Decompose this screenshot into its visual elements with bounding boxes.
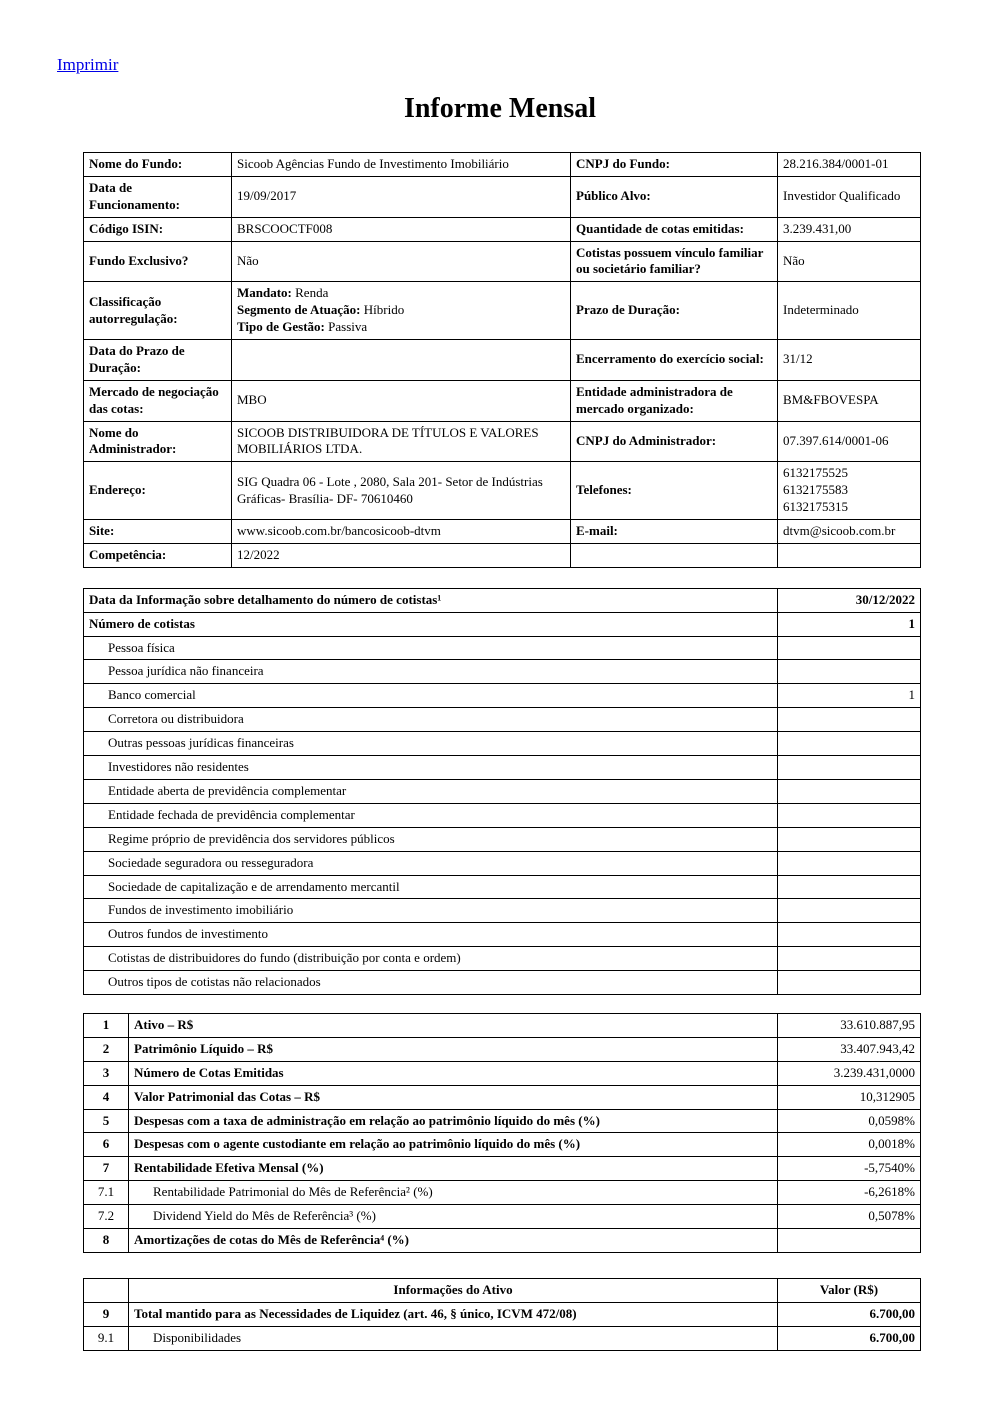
field-value: Sicoob Agências Fundo de Investimento Imobiliário <box>232 153 571 177</box>
item-label: Patrimônio Líquido – R$ <box>129 1037 778 1061</box>
field-value: Investidor Qualificado <box>778 176 921 217</box>
fund-info-table <box>83 152 921 568</box>
table-row <box>84 684 921 708</box>
cotista-type-value: 1 <box>778 684 921 708</box>
item-value: 0,5078% <box>778 1205 921 1229</box>
field-value: SIG Quadra 06 - Lote , 2080, Sala 201- Setor de Indústrias Gráficas- Brasília- DF- 70610460 <box>232 462 571 520</box>
sub-value: Híbrido <box>360 302 405 318</box>
item-label: Rentabilidade Efetiva Mensal (%) <box>129 1157 778 1181</box>
field-value: SICOOB DISTRIBUIDORA DE TÍTULOS E VALORES MOBILIÁRIOS LTDA. <box>232 421 571 462</box>
table-row <box>84 851 921 875</box>
field-label: Quantidade de cotas emitidas: <box>571 217 778 241</box>
cotista-type-label: Outros tipos de cotistas não relacionados <box>84 971 778 995</box>
sub-label: Mandato: <box>237 285 292 301</box>
table-row <box>84 588 921 612</box>
financials-table <box>83 1013 921 1253</box>
table-row <box>84 1228 921 1252</box>
item-label: Rentabilidade Patrimonial do Mês de Referência² (%) <box>129 1181 778 1205</box>
item-number: 5 <box>84 1109 129 1133</box>
field-label: Classificação autorregulação: <box>84 282 232 340</box>
table-row <box>84 462 921 520</box>
table-row <box>84 1278 921 1302</box>
field-value: 28.216.384/0001-01 <box>778 153 921 177</box>
table-row <box>84 636 921 660</box>
cotistas-table <box>83 588 921 995</box>
item-number: 7.2 <box>84 1205 129 1229</box>
field-value <box>232 282 571 340</box>
field-label: CNPJ do Administrador: <box>571 421 778 462</box>
field-label: Nome do Fundo: <box>84 153 232 177</box>
cotista-type-value <box>778 851 921 875</box>
cotista-type-value <box>778 660 921 684</box>
item-number: 7.1 <box>84 1181 129 1205</box>
table-row <box>84 1013 921 1037</box>
table-row <box>84 340 921 381</box>
cotista-type-label: Sociedade seguradora ou resseguradora <box>84 851 778 875</box>
cotistas-header-label: Data da Informação sobre detalhamento do número de cotistas¹ <box>84 588 778 612</box>
cotista-type-label: Investidores não residentes <box>84 756 778 780</box>
sub-label: Tipo de Gestão: <box>237 319 325 335</box>
ativo-info-table <box>83 1278 921 1351</box>
table-row <box>84 708 921 732</box>
cotista-type-label: Sociedade de capitalização e de arrendamento mercantil <box>84 875 778 899</box>
table-row <box>84 803 921 827</box>
item-label: Número de Cotas Emitidas <box>129 1061 778 1085</box>
table-row <box>84 899 921 923</box>
table-row <box>84 380 921 421</box>
field-value: 3.239.431,00 <box>778 217 921 241</box>
table-row <box>84 732 921 756</box>
table-row <box>84 660 921 684</box>
item-number: 4 <box>84 1085 129 1109</box>
cotista-type-value <box>778 708 921 732</box>
cotista-type-value <box>778 875 921 899</box>
table-row <box>84 217 921 241</box>
field-value: 12/2022 <box>232 543 571 567</box>
cotista-type-value <box>778 827 921 851</box>
item-number: 6 <box>84 1133 129 1157</box>
field-label: Competência: <box>84 543 232 567</box>
item-value: -5,7540% <box>778 1157 921 1181</box>
item-label: Total mantido para as Necessidades de Liquidez (art. 46, § único, ICVM 472/08) <box>129 1302 778 1326</box>
field-label: Encerramento do exercício social: <box>571 340 778 381</box>
cotista-type-label: Outras pessoas jurídicas financeiras <box>84 732 778 756</box>
item-number: 2 <box>84 1037 129 1061</box>
table-row <box>84 1326 921 1350</box>
table-row <box>84 875 921 899</box>
table-row <box>84 923 921 947</box>
field-value <box>778 462 921 520</box>
cotistas-header-date: 30/12/2022 <box>778 588 921 612</box>
cotista-type-value <box>778 947 921 971</box>
field-label: Mercado de negociação das cotas: <box>84 380 232 421</box>
ativo-header-title: Informações do Ativo <box>129 1278 778 1302</box>
table-row <box>84 1157 921 1181</box>
field-value: dtvm@sicoob.com.br <box>778 520 921 544</box>
field-value <box>778 543 921 567</box>
field-value: 31/12 <box>778 340 921 381</box>
cotistas-total-label: Número de cotistas <box>84 612 778 636</box>
field-label: Data de Funcionamento: <box>84 176 232 217</box>
sub-value: Passiva <box>324 319 368 335</box>
sub-value: Renda <box>291 285 329 301</box>
item-number: 7 <box>84 1157 129 1181</box>
table-row <box>84 1085 921 1109</box>
cotista-type-label: Corretora ou distribuidora <box>84 708 778 732</box>
classification-line <box>237 319 565 336</box>
item-value <box>778 1228 921 1252</box>
item-label: Despesas com a taxa de administração em relação ao patrimônio líquido do mês (%) <box>129 1109 778 1133</box>
cotista-type-value <box>778 779 921 803</box>
sub-label: Segmento de Atuação: <box>237 302 361 318</box>
item-value: 0,0598% <box>778 1109 921 1133</box>
cotista-type-value <box>778 756 921 780</box>
table-row <box>84 1205 921 1229</box>
table-row <box>84 282 921 340</box>
table-row <box>84 827 921 851</box>
cotista-type-label: Pessoa jurídica não financeira <box>84 660 778 684</box>
field-value: MBO <box>232 380 571 421</box>
cotista-type-label: Cotistas de distribuidores do fundo (distribuição por conta e ordem) <box>84 947 778 971</box>
ativo-header-value-label: Valor (R$) <box>778 1278 921 1302</box>
table-row <box>84 421 921 462</box>
field-label: Endereço: <box>84 462 232 520</box>
table-row <box>84 779 921 803</box>
field-value: 07.397.614/0001-06 <box>778 421 921 462</box>
cotista-type-label: Entidade fechada de previdência complementar <box>84 803 778 827</box>
cotista-type-label: Entidade aberta de previdência complementar <box>84 779 778 803</box>
table-row <box>84 1061 921 1085</box>
item-number: 3 <box>84 1061 129 1085</box>
item-value: 10,312905 <box>778 1085 921 1109</box>
item-value: 6.700,00 <box>778 1302 921 1326</box>
table-row <box>84 176 921 217</box>
item-value: 3.239.431,0000 <box>778 1061 921 1085</box>
field-label: Nome do Administrador: <box>84 421 232 462</box>
item-value: 33.407.943,42 <box>778 1037 921 1061</box>
field-label: E-mail: <box>571 520 778 544</box>
field-value: 19/09/2017 <box>232 176 571 217</box>
cotista-type-value <box>778 923 921 947</box>
table-row <box>84 756 921 780</box>
phone-number: 6132175315 <box>783 499 848 515</box>
table-row <box>84 1133 921 1157</box>
cotista-type-label: Fundos de investimento imobiliário <box>84 899 778 923</box>
cotista-type-value <box>778 636 921 660</box>
cotista-type-value <box>778 971 921 995</box>
item-number: 8 <box>84 1228 129 1252</box>
field-value: Indeterminado <box>778 282 921 340</box>
table-row <box>84 1181 921 1205</box>
table-row <box>84 1302 921 1326</box>
table-row <box>84 520 921 544</box>
table-row <box>84 1037 921 1061</box>
item-value: 33.610.887,95 <box>778 1013 921 1037</box>
table-row <box>84 241 921 282</box>
cotista-type-label: Outros fundos de investimento <box>84 923 778 947</box>
cotista-type-value <box>778 732 921 756</box>
cotista-type-label: Pessoa física <box>84 636 778 660</box>
item-value: 6.700,00 <box>778 1326 921 1350</box>
empty-cell <box>84 1278 129 1302</box>
field-label: Site: <box>84 520 232 544</box>
table-row <box>84 947 921 971</box>
field-label: Entidade administradora de mercado organizado: <box>571 380 778 421</box>
field-value: BM&FBOVESPA <box>778 380 921 421</box>
field-label: Fundo Exclusivo? <box>84 241 232 282</box>
table-row <box>84 971 921 995</box>
cotista-type-label: Banco comercial <box>84 684 778 708</box>
page-title: Informe Mensal <box>403 93 597 124</box>
table-row <box>84 1109 921 1133</box>
item-value: -6,2618% <box>778 1181 921 1205</box>
field-label: CNPJ do Fundo: <box>571 153 778 177</box>
field-label: Código ISIN: <box>84 217 232 241</box>
item-label: Despesas com o agente custodiante em relação ao patrimônio líquido do mês (%) <box>129 1133 778 1157</box>
item-label: Dividend Yield do Mês de Referência³ (%) <box>129 1205 778 1229</box>
table-row <box>84 543 921 567</box>
print-link[interactable]: Imprimir <box>57 55 119 74</box>
phone-number: 6132175583 <box>783 482 848 498</box>
field-value <box>232 340 571 381</box>
field-label: Telefones: <box>571 462 778 520</box>
field-label: Prazo de Duração: <box>571 282 778 340</box>
phone-number: 6132175525 <box>783 465 848 481</box>
cotista-type-label: Regime próprio de previdência dos servidores públicos <box>84 827 778 851</box>
field-value: www.sicoob.com.br/bancosicoob-dtvm <box>232 520 571 544</box>
table-row <box>84 153 921 177</box>
classification-line <box>237 302 565 319</box>
classification-line <box>237 285 565 302</box>
field-value: Não <box>778 241 921 282</box>
cotistas-total-value: 1 <box>778 612 921 636</box>
item-label: Valor Patrimonial das Cotas – R$ <box>129 1085 778 1109</box>
field-value: BRSCOOCTF008 <box>232 217 571 241</box>
item-number: 1 <box>84 1013 129 1037</box>
field-label <box>571 543 778 567</box>
field-label: Público Alvo: <box>571 176 778 217</box>
item-label: Disponibilidades <box>129 1326 778 1350</box>
field-label: Cotistas possuem vínculo familiar ou societário familiar? <box>571 241 778 282</box>
item-number: 9.1 <box>84 1326 129 1350</box>
item-number: 9 <box>84 1302 129 1326</box>
field-value: Não <box>232 241 571 282</box>
item-label: Ativo – R$ <box>129 1013 778 1037</box>
table-row <box>84 612 921 636</box>
item-label: Amortizações de cotas do Mês de Referência⁴ (%) <box>129 1228 778 1252</box>
field-label: Data do Prazo de Duração: <box>84 340 232 381</box>
cotista-type-value <box>778 803 921 827</box>
item-value: 0,0018% <box>778 1133 921 1157</box>
cotista-type-value <box>778 899 921 923</box>
